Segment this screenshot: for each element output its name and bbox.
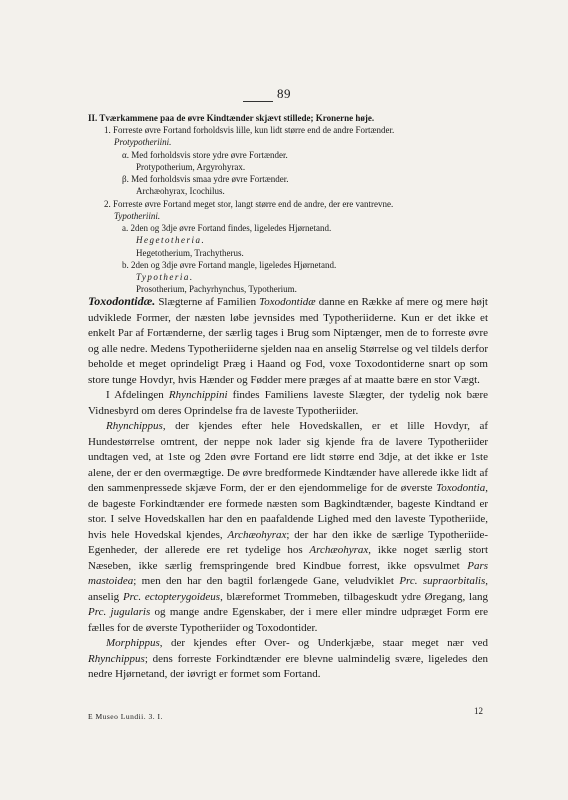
key-line-11: Hegetotheria. bbox=[136, 235, 206, 245]
key-line-7: Archæohyrax, Icochilus. bbox=[136, 186, 225, 196]
key-line-5: Protypotherium, Argyrohyrax. bbox=[136, 162, 246, 172]
key-line-3: Protypotheriini. bbox=[114, 137, 172, 147]
signature-mark: 12 bbox=[474, 706, 483, 716]
key-line-6: β. Med forholdsvis smaa ydre øvre Fortænder. bbox=[122, 174, 289, 184]
paragraph-rhynchippus: Rhynchippus, der kjendes efter hele Hovedskallen, er et lille Hovdyr, af Hundestørrelse omtrent, der neppe nok lader sig kjende fra de lavere Typotheriider undtagen ved, at 1ste og 2den øvre Fortand ere lidt større end 3dje, at det ikke er 1ste alene, der er den overmægtige. De øvre bredformede Kindtænder have allerede ikke lidt af den sammenpressede skjæve Form, der er den ejendommelige for de øverste Toxodontia, de bageste Forkindtænder ere formede næsten som Bagkindtænder, bageste Kindtand er stor. I selve Hovedskallen har den en paafaldende Lighed med den laveste Typotheriide, hvis hele Hovedskal kjendes, Archæohyrax; der har den ikke de særlige Typotheriide-Egenheder, der allerede ere ret tydelige hos Archæohyrax, ikke noget særlig stort Næseben, ikke særlig fremspringende bred Kindbue forrest, ikke opsvulmet Pars mastoidea; men den har den bagtil forlængede Gane, veludviklet Prc. supraorbitalis, anselig Prc. ectopterygoideus, blæreformet Trommeben, tilbageskudt ydre Øregang, lang Prc. jugularis og mange andre Egenskaber, der i mere eller mindre udpræget Form ere fælles for de øverste Typotheriider og Toxodontider. bbox=[88, 420, 489, 634]
section-heading: Toxodontidæ. bbox=[88, 294, 156, 308]
footer-imprint: E Museo Lundii. 3. I. bbox=[88, 712, 163, 721]
key-line-2: 1. Forreste øvre Fortand forholdsvis lille, kun lidt større end de andre Fortænder. bbox=[104, 125, 395, 135]
page-number-rule bbox=[243, 101, 273, 102]
page-number: 89 bbox=[277, 86, 291, 101]
key-line-10: a. 2den og 3dje øvre Fortand findes, ligeledes Hjørnetand. bbox=[122, 223, 332, 233]
key-line-12: Hegetotherium, Trachytherus. bbox=[136, 248, 244, 258]
paragraph-morphippus: Morphippus, der kjendes efter Over- og Underkjæbe, staar meget nær ved Rhynchippus; dens forreste Forkindtænder ere blevne ualmindelig svære, ligeledes den nedre Hjørnetand, der iøvrigt er formet som Fortand. bbox=[88, 637, 488, 680]
key-line-14: Typotheria. bbox=[136, 272, 194, 282]
main-text bbox=[88, 294, 488, 683]
key-line-9: Typotheriini. bbox=[114, 211, 161, 221]
key-line-8: 2. Forreste øvre Fortand meget stor, langt større end de andre, der ere vantrevne. bbox=[104, 199, 394, 209]
key-line-4: α. Med forholdsvis store ydre øvre Fortænder. bbox=[122, 150, 288, 160]
key-line-1: II. Tværkammene paa de øvre Kindtænder skjævt stillede; Kronerne høje. bbox=[88, 113, 375, 123]
key-line-13: b. 2den og 3dje øvre Fortand mangle, ligeledes Hjørnetand. bbox=[122, 260, 337, 270]
paragraph-toxodontidae: Toxodontidæ. Slægterne af Familien Toxodontidæ danne en Række af mere og mere højt udviklede Former, der næsten løbe jevnsides med Typotheriiderne. Kun er det ikke et enkelt Par af Fortænderne, der særlig tages i Brug som Niptænger, men de to forreste øvre og alle nedre. Medens Typotheriiderne sjelden naa en anselig Størrelse og vel tildels derfor beholde et meget oprindeligt Præg i Haand og Fod, voxe Toxodontiderne snart op som store tunge Hovdyr, hvis Hænder og Fødder mere præges af at maatte bære en stor Vægt. bbox=[88, 294, 488, 386]
paragraph-rhynchippini: I Afdelingen Rhynchippini findes Familiens laveste Slægter, der tydelig nok bære Vidnesbyrd om deres Oprindelse fra de laveste Typotheriider. bbox=[88, 389, 488, 417]
key-line-15: Prosotherium, Pachyrhynchus, Typotherium. bbox=[136, 284, 297, 294]
